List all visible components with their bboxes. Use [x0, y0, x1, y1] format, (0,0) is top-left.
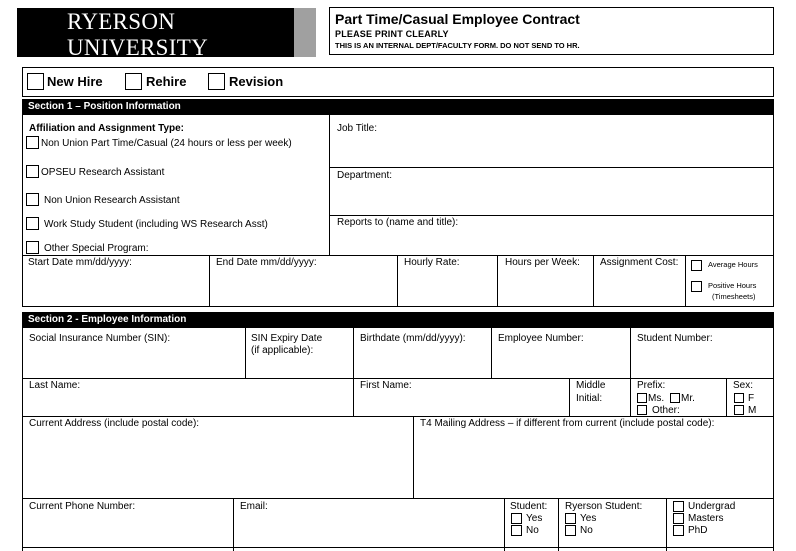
assignment-cost-label: Assignment Cost:: [600, 257, 679, 268]
revision-label: Revision: [229, 74, 284, 89]
form-subtitle: PLEASE PRINT CLEARLY: [335, 29, 449, 39]
sex-label: Sex:: [733, 380, 754, 391]
opseu-checkbox[interactable]: [26, 165, 39, 178]
reports-to-label: Reports to (name and title):: [337, 217, 459, 228]
ryerson-no-checkbox[interactable]: [565, 525, 576, 536]
undergrad-label: Undergrad: [688, 501, 736, 512]
ryerson-yes-label: Yes: [580, 513, 597, 524]
undergrad-checkbox[interactable]: [673, 501, 684, 512]
prefix-label: Prefix:: [637, 380, 666, 391]
sex-m-label: M: [748, 405, 757, 416]
ryerson-student-label: Ryerson Student:: [565, 501, 643, 512]
rehire-checkbox[interactable]: [125, 73, 142, 90]
section1-header: Section 1 – Position Information: [22, 99, 774, 114]
university-logo: [17, 8, 294, 60]
other-program-checkbox[interactable]: [26, 241, 39, 254]
sin-label: Social Insurance Number (SIN):: [29, 333, 171, 344]
positive-hours-label: Positive Hours: [708, 281, 757, 290]
average-hours-label: Average Hours: [708, 260, 758, 269]
form-title: Part Time/Casual Employee Contract: [335, 11, 580, 27]
end-date-label: End Date mm/dd/yyyy:: [216, 257, 317, 268]
phone-label: Current Phone Number:: [29, 501, 136, 512]
section2-header: Section 2 - Employee Information: [22, 312, 774, 327]
phd-checkbox[interactable]: [673, 525, 684, 536]
revision-checkbox[interactable]: [208, 73, 225, 90]
ryerson-no-label: No: [580, 525, 593, 536]
department-label: Department:: [337, 170, 393, 181]
rehire-label: Rehire: [146, 74, 187, 89]
non-union-ra-label: Non Union Research Assistant: [44, 195, 180, 206]
employee-number-label: Employee Number:: [498, 333, 584, 344]
email-label: Email:: [240, 501, 268, 512]
phd-label: PhD: [688, 525, 708, 536]
non-union-pt-label: Non Union Part Time/Casual (24 hours or less per week): [41, 138, 292, 149]
masters-checkbox[interactable]: [673, 513, 684, 524]
new-hire-label: New Hire: [47, 74, 103, 89]
hourly-rate-label: Hourly Rate:: [404, 257, 460, 268]
sex-f-checkbox[interactable]: [734, 393, 744, 403]
ryerson-yes-checkbox[interactable]: [565, 513, 576, 524]
mr-label: Mr.: [681, 393, 695, 404]
last-name-label: Last Name:: [29, 380, 81, 391]
section2-box: [22, 327, 774, 551]
start-date-label: Start Date mm/dd/yyyy:: [28, 257, 132, 268]
other-prefix-checkbox[interactable]: [637, 405, 647, 415]
sin-expiry-label: SIN Expiry Date: [251, 333, 323, 344]
mr-checkbox[interactable]: [670, 393, 680, 403]
first-name-label: First Name:: [360, 380, 412, 391]
logo-text: RYERSON UNIVERSITY: [67, 8, 208, 60]
average-hours-checkbox[interactable]: [691, 260, 702, 271]
student-yes-label: Yes: [526, 513, 543, 524]
positive-hours-checkbox[interactable]: [691, 281, 702, 292]
student-label: Student:: [510, 501, 548, 512]
new-hire-checkbox[interactable]: [27, 73, 44, 90]
sin-expiry-note: (if applicable):: [251, 345, 314, 356]
t4-address-label: T4 Mailing Address – if different from current (include postal code):: [420, 418, 715, 429]
other-prefix-label: Other:: [652, 405, 680, 416]
non-union-pt-checkbox[interactable]: [26, 136, 39, 149]
opseu-label: OPSEU Research Assistant: [41, 167, 165, 178]
job-title-label: Job Title:: [337, 123, 378, 134]
student-no-checkbox[interactable]: [511, 525, 522, 536]
form-title-box: [329, 7, 774, 55]
ms-label: Ms.: [648, 393, 665, 404]
masters-label: Masters: [688, 513, 724, 524]
initial-label: Initial:: [576, 393, 603, 404]
hours-per-week-label: Hours per Week:: [505, 257, 580, 268]
form-notice: THIS IS AN INTERNAL DEPT/FACULTY FORM. DO NOT SEND TO HR.: [335, 41, 580, 50]
student-no-label: No: [526, 525, 539, 536]
ms-checkbox[interactable]: [637, 393, 647, 403]
work-study-checkbox[interactable]: [26, 217, 39, 230]
logo-accent-bar: [294, 8, 316, 57]
middle-label: Middle: [576, 380, 606, 391]
student-yes-checkbox[interactable]: [511, 513, 522, 524]
other-program-label: Other Special Program:: [44, 243, 149, 254]
non-union-ra-checkbox[interactable]: [26, 193, 39, 206]
birthdate-label: Birthdate (mm/dd/yyyy):: [360, 333, 466, 344]
timesheets-label: (Timesheets): [712, 292, 756, 301]
sex-f-label: F: [748, 393, 755, 404]
work-study-label: Work Study Student (including WS Research Asst): [44, 219, 268, 230]
student-number-label: Student Number:: [637, 333, 713, 344]
current-address-label: Current Address (include postal code):: [29, 418, 200, 429]
sex-m-checkbox[interactable]: [734, 405, 744, 415]
affiliation-label: Affiliation and Assignment Type:: [29, 123, 185, 134]
